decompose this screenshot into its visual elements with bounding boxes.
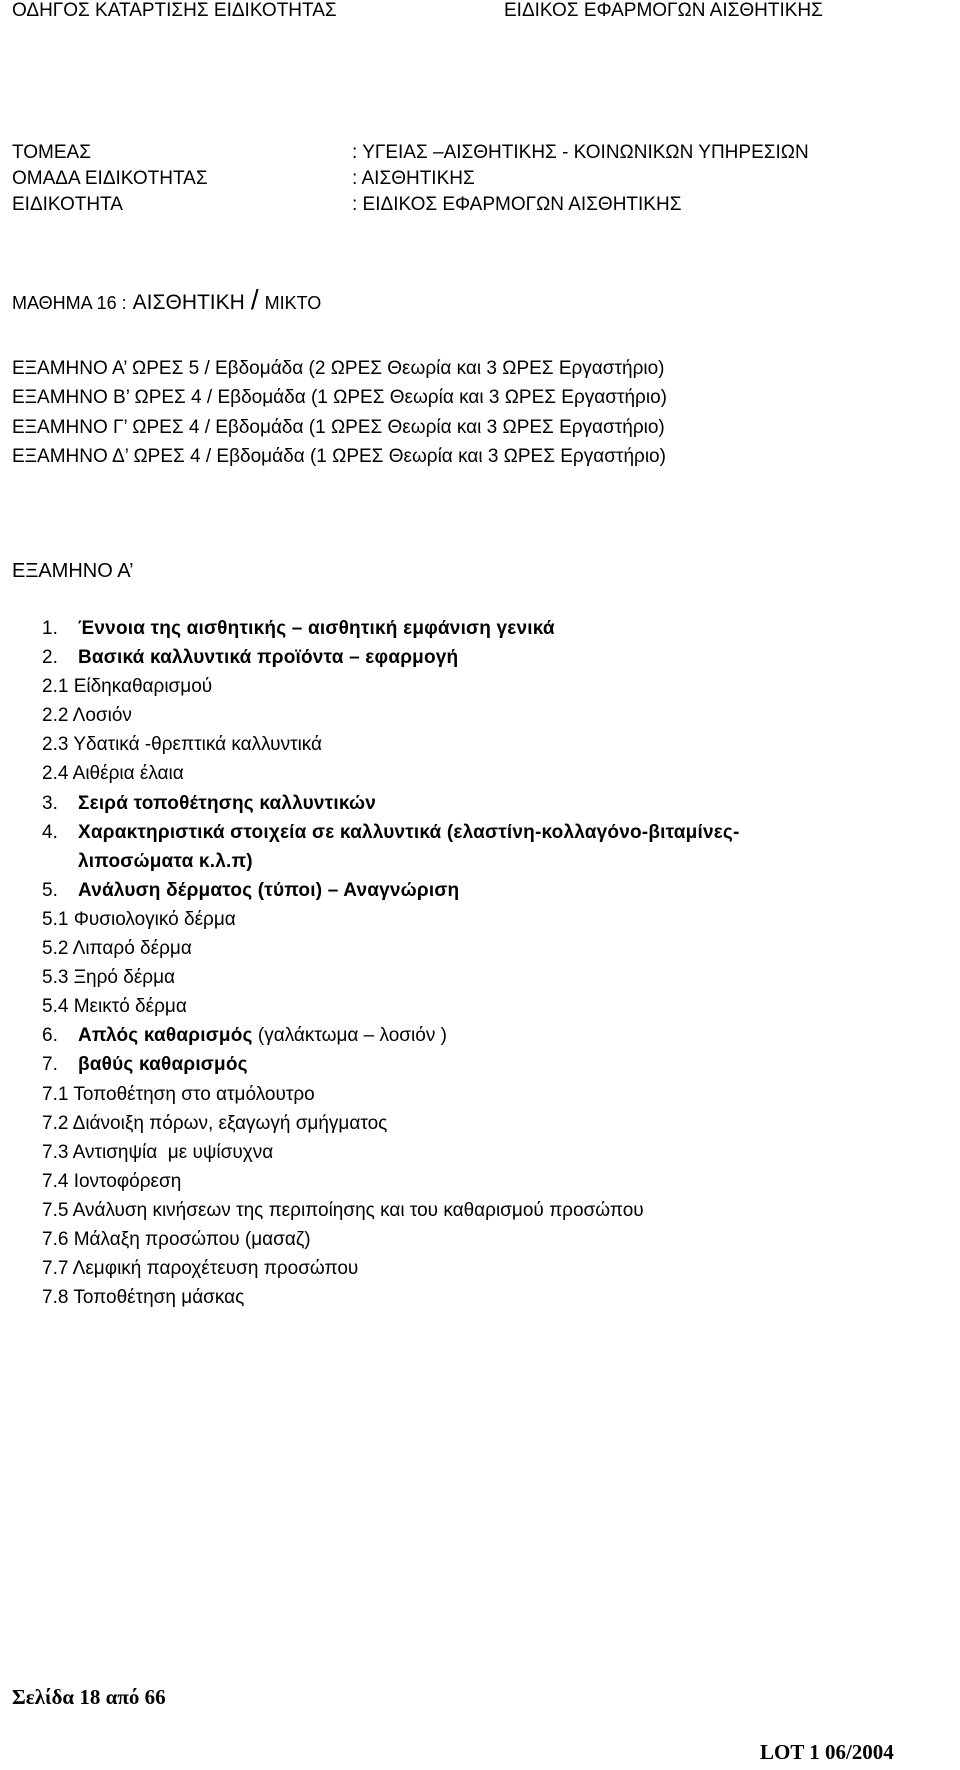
- item-number: 1.: [42, 618, 58, 639]
- semester-list: [12, 354, 667, 471]
- list-item: [42, 1167, 942, 1196]
- list-item: [42, 614, 942, 643]
- semester-line: ΕΞΑΜΗΝΟ Β’ ΩΡΕΣ 4 / Εβδομάδα (1 ΩΡΕΣ Θεωρία και 3 ΩΡΕΣ Εργαστήριο): [12, 387, 667, 409]
- item-text: 7.8 Τοποθέτηση μάσκας: [42, 1287, 245, 1309]
- info-value-sector: : ΥΓΕΙΑΣ –ΑΙΣΘΗΤΙΚΗΣ - ΚΟΙΝΩΝΙΚΩΝ ΥΠΗΡΕΣΙΩΝ: [352, 142, 809, 163]
- list-item: [42, 1283, 942, 1312]
- semester-line: ΕΞΑΜΗΝΟ Δ’ ΩΡΕΣ 4 / Εβδομάδα (1 ΩΡΕΣ Θεωρία και 3 ΩΡΕΣ Εργαστήριο): [12, 445, 666, 467]
- semester-line: ΕΞΑΜΗΝΟ Α’ ΩΡΕΣ 5 / Εβδομάδα (2 ΩΡΕΣ Θεωρία και 3 ΩΡΕΣ Εργαστήριο): [12, 358, 665, 379]
- item-text: 5.1 Φυσιολογικό δέρμα: [42, 908, 236, 930]
- item-text: 7.2 Διάνοιξη πόρων, εξαγωγή σμήγματος: [42, 1112, 388, 1134]
- list-item: [42, 1021, 942, 1050]
- list-item: [42, 701, 942, 730]
- info-label-sector: ΤΟΜΕΑΣ: [12, 142, 91, 163]
- item-text: Έννοια της αισθητικής – αισθητική εμφάνιση γενικά: [78, 618, 555, 639]
- item-text: 2.3 Υδατικά -θρεπτικά καλλυντικά: [42, 734, 323, 756]
- item-number: 5.: [42, 879, 58, 901]
- item-text: Απλός καθαρισμός: [78, 1025, 253, 1047]
- list-item: [42, 1109, 942, 1138]
- item-number: 6.: [42, 1025, 58, 1047]
- list-item: [42, 934, 942, 963]
- list-item: [42, 1196, 942, 1225]
- item-text: λιποσώματα κ.λ.π): [78, 850, 253, 872]
- list-item: [42, 876, 942, 905]
- item-text: 7.4 Ιοντοφόρεση: [42, 1170, 182, 1192]
- info-label-specialty: ΕΙΔΙΚΟΤΗΤΑ: [12, 194, 123, 215]
- list-item: [42, 643, 942, 672]
- semester-line: ΕΞΑΜΗΝΟ Γ’ ΩΡΕΣ 4 / Εβδομάδα (1 ΩΡΕΣ Θεωρία και 3 ΩΡΕΣ Εργαστήριο): [12, 416, 665, 438]
- info-value-group: : ΑΙΣΘΗΤΙΚΗΣ: [352, 168, 475, 189]
- item-text: 7.7 Λεμφική παροχέτευση προσώπου: [42, 1258, 359, 1280]
- page-number: Σελίδα 18 από 66: [12, 1685, 166, 1709]
- course-name: ΑΙΣΘΗΤΙΚΗ: [132, 291, 245, 314]
- list-item-continuation: [42, 847, 942, 876]
- item-text: 2.1 Είδηκαθαρισμού: [42, 676, 213, 698]
- item-text: 7.1 Τοποθέτηση στο ατμόλουτρο: [42, 1083, 315, 1105]
- lot-stamp: LOT 1 06/2004: [760, 1740, 894, 1764]
- list-item: [42, 1080, 942, 1109]
- item-number: 7.: [42, 1054, 58, 1076]
- list-item: [42, 818, 942, 847]
- syllabus-list: [42, 614, 942, 1312]
- running-header-left: ΟΔΗΓΟΣ ΚΑΤΑΡΤΙΣΗΣ ΕΙΔΙΚΟΤΗΤΑΣ: [12, 0, 337, 21]
- info-label-group: ΟΜΑΔΑ ΕΙΔΙΚΟΤΗΤΑΣ: [12, 168, 208, 189]
- list-item: [42, 992, 942, 1021]
- section-title: ΕΞΑΜΗΝΟ Α’: [12, 560, 134, 582]
- info-value-specialty: : ΕΙΔΙΚΟΣ ΕΦΑΡΜΟΓΩΝ ΑΙΣΘΗΤΙΚΗΣ: [352, 194, 682, 215]
- item-text: Σειρά τοποθέτησης καλλυντικών: [78, 792, 377, 814]
- list-item: [42, 1138, 942, 1167]
- item-text: Ανάλυση δέρματος (τύποι) – Αναγνώριση: [78, 879, 460, 901]
- item-number: 3.: [42, 792, 58, 814]
- list-item: [42, 1254, 942, 1283]
- item-text: 7.5 Ανάλυση κινήσεων της περιποίησης και του καθαρισμού προσώπου: [42, 1199, 644, 1221]
- item-text: 2.2 Λοσιόν: [42, 705, 132, 727]
- list-item: [42, 963, 942, 992]
- course-slash: /: [250, 284, 259, 315]
- list-item: [42, 672, 942, 701]
- list-item: [42, 1225, 942, 1254]
- item-text: 2.4 Αιθέρια έλαια: [42, 763, 184, 785]
- item-text: Χαρακτηριστικά στοιχεία σε καλλυντικά (ελαστίνη-κολλαγόνο-βιταμίνες-: [78, 821, 740, 843]
- item-text: Βασικά καλλυντικά προϊόντα – εφαρμογή: [78, 647, 459, 669]
- item-text: 5.2 Λιπαρό δέρμα: [42, 938, 192, 960]
- list-item: [42, 759, 942, 788]
- running-header-right: ΕΙΔΙΚΟΣ ΕΦΑΡΜΟΓΩΝ ΑΙΣΘΗΤΙΚΗΣ: [504, 0, 823, 21]
- item-text: βαθύς καθαρισμός: [78, 1054, 248, 1076]
- course-suffix: ΜΙΚΤΟ: [264, 293, 322, 313]
- item-text-tail: (γαλάκτωμα – λοσιόν ): [252, 1025, 447, 1047]
- item-number: 4.: [42, 821, 58, 843]
- list-item: [42, 1050, 942, 1079]
- item-text: 5.4 Μεικτό δέρμα: [42, 996, 187, 1018]
- course-title: [12, 284, 322, 315]
- course-prefix: ΜΑΘΗΜΑ 16 :: [12, 293, 127, 313]
- list-item: [42, 789, 942, 818]
- item-text: 7.6 Μάλαξη προσώπου (μασαζ): [42, 1228, 311, 1250]
- item-text: 7.3 Αντισηψία με υψίσυχνα: [42, 1141, 274, 1163]
- list-item: [42, 905, 942, 934]
- item-text: 5.3 Ξηρό δέρμα: [42, 967, 176, 989]
- item-number: 2.: [42, 647, 58, 669]
- list-item: [42, 730, 942, 759]
